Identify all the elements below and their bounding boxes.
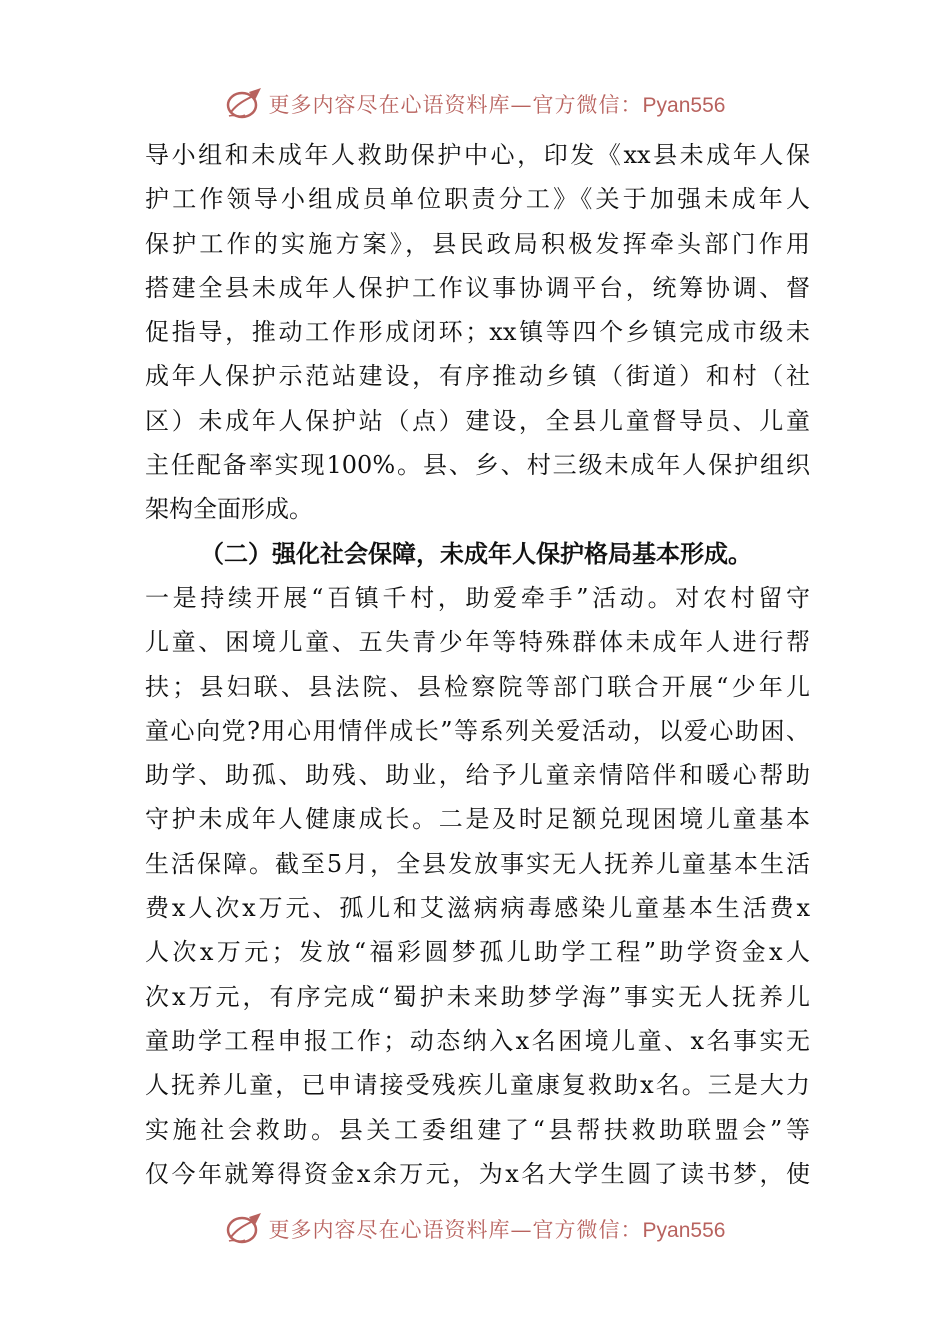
body-line: 童心向党?用心用情伴成长”等系列关爱活动，以爱心助困、 <box>145 716 810 745</box>
body-line: 搭建全县未成年人保护工作议事协调平台，统筹协调、督 <box>145 273 810 302</box>
body-line: 人抚养儿童，已申请接受残疾儿童康复救助x名。三是大力 <box>145 1071 810 1100</box>
header-wechat-id: Pyan556 <box>642 94 726 117</box>
body-line: 仅今年就筹得资金x余万元，为x名大学生圆了读书梦，使 <box>145 1159 810 1188</box>
body-line: 促指导，推动工作形成闭环；xx镇等四个乡镇完成市级未 <box>145 318 810 347</box>
body-line: 次x万元，有序完成“蜀护未来助梦学海”事实无人抚养儿 <box>145 982 810 1011</box>
page-footer-banner <box>0 1209 950 1249</box>
body-line: 导小组和未成年人救助保护中心，印发《xx县未成年人保 <box>145 141 810 169</box>
page-header-banner <box>0 84 950 124</box>
body-line: 架构全面形成。 <box>145 495 313 524</box>
body-line: 护工作领导小组成员单位职责分工》《关于加强未成年人 <box>145 185 810 214</box>
body-line: 生活保障。截至5月，全县发放事实无人抚养儿童基本生活 <box>145 849 810 878</box>
body-line: 费x人次x万元、孤儿和艾滋病病毒感染儿童基本生活费x <box>145 894 810 923</box>
body-line: 成年人保护示范站建设，有序推动乡镇（街道）和村（社 <box>145 362 810 391</box>
body-line: 一是持续开展“百镇千村，助爱牵手”活动。对农村留守 <box>145 583 810 612</box>
footer-wechat-id: Pyan556 <box>642 1219 726 1242</box>
pen-signature-icon <box>225 86 265 122</box>
footer-banner-text: 更多内容尽在心语资料库—官方微信：Pyan556 <box>268 1218 726 1242</box>
body-line: 区）未成年人保护站（点）建设，全县儿童督导员、儿童 <box>145 406 810 435</box>
body-line: 儿童、困境儿童、五失青少年等特殊群体未成年人进行帮 <box>145 628 810 657</box>
body-line: 主任配备率实现100%。县、乡、村三级未成年人保护组织 <box>145 451 810 480</box>
body-line: 实施社会救助。县关工委组建了“县帮扶救助联盟会”等 <box>145 1115 810 1144</box>
body-line: 保护工作的实施方案》，县民政局积极发挥牵头部门作用 <box>145 229 810 258</box>
header-banner-text: 更多内容尽在心语资料库—官方微信：Pyan556 <box>268 93 726 117</box>
section-heading: （二）强化社会保障，未成年人保护格局基本形成。 <box>200 538 752 568</box>
body-line: 助学、助孤、助残、助业，给予儿童亲情陪伴和暖心帮助 <box>145 761 810 790</box>
body-line: 童助学工程申报工作；动态纳入x名困境儿童、x名事实无 <box>145 1026 810 1055</box>
body-line: 人次x万元；发放“福彩圆梦孤儿助学工程”助学资金x人 <box>145 938 810 967</box>
pen-signature-icon <box>225 1211 265 1247</box>
document-body <box>145 133 810 1196</box>
body-line: 扶；县妇联、县法院、县检察院等部门联合开展“少年儿 <box>145 672 810 701</box>
body-line: 守护未成年人健康成长。二是及时足额兑现困境儿童基本 <box>145 805 810 834</box>
